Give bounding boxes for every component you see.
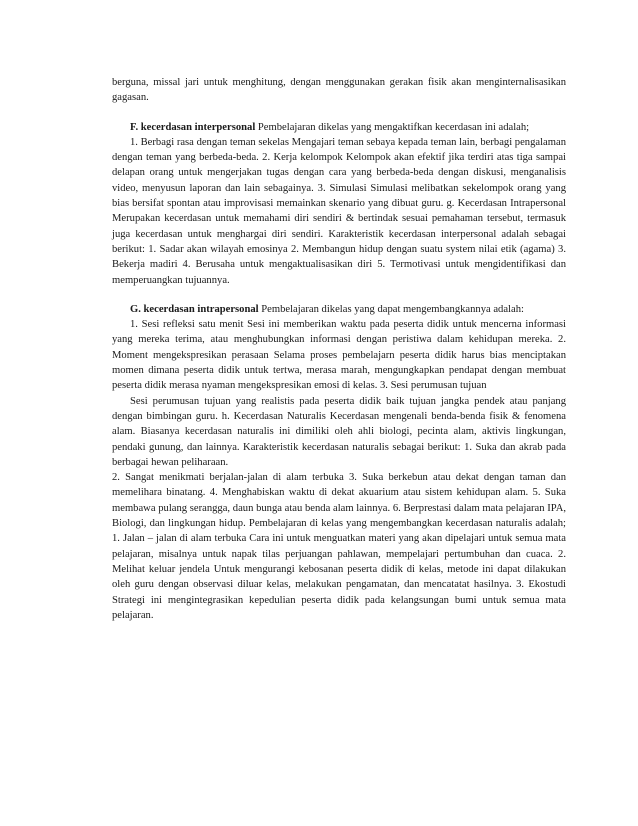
- section-f-intro: Pembelajaran dikelas yang mengaktifkan kecerdasan ini adalah;: [255, 121, 530, 133]
- section-g-body-2: Sesi perumusan tujuan yang realistis pada peserta didik baik tujuan jangka pendek atau panjang dengan bimbingan guru. h. Kecerdasan Naturalis Kecerdasan mengenali benda-benda fisik & fenomena alam. Biasanya kecerdasan naturalis ini dimiliki oleh ahli biologi, pecinta alam, aktivis lingkungan, pendaki gunung, dan lainnya. Karakteristik kecerdasan naturalis sebagai berikut: 1. Suka dan akrab pada berbagai hewan peliharaan.: [112, 395, 566, 468]
- section-g-body: 1. Sesi refleksi satu menit Sesi ini memberikan waktu pada peserta didik untuk mencerna informasi yang mereka terima, atau menghubungkan informasi dengan peristiwa dalam kehidupan mereka. 2. Moment mengekspresikan perasaan Selama proses pembelajarn peserta didik harus bias menciptakan momen dimana peserta didik untuk tertwa, merasa marah, mengungkapkan pendapat dengan membuat peserta didik merasa nyaman mengekspresikan emosi di kelas. 3. Sesi perumusan tujuan: [112, 319, 566, 392]
- section-g-heading: G. kecerdasan intrapersonal: [130, 303, 259, 315]
- paragraph-gap: [112, 288, 566, 302]
- section-f-heading: F. kecerdasan interpersonal: [130, 121, 256, 133]
- section-g-intro: Pembelajaran dikelas yang dapat mengembangkannya adalah:: [258, 303, 524, 315]
- paragraph-gap: [112, 106, 566, 120]
- section-f-heading-paragraph: [112, 120, 566, 135]
- continuation-paragraph: berguna, missal jari untuk menghitung, dengan menggunakan gerakan fisik akan menginternalisasikan gagasan.: [112, 77, 566, 104]
- document-page: [112, 75, 566, 623]
- section-g-body-3: 2. Sangat menikmati berjalan-jalan di alam terbuka 3. Suka berkebun atau dekat dengan taman dan memelihara binatang. 4. Menghabiskan waktu di dekat akuarium atau sistem kehidupan alam. 5. Suka membawa pulang serangga, daun bunga atau benda alam lainnya. 6. Berprestasi dalam mata pelajaran IPA, Biologi, dan lingkungan hidup. Pembelajaran di kelas yang mengembangkan kecerdasan naturalis adalah; 1. Jalan – jalan di alam terbuka Cara ini untuk menguatkan materi yang akan dipelajari untuk semua mata pelajaran, misalnya untuk napak tilas perjuangan pahlawan, mempelajari pertumbuhan dan cuaca. 2. Melihat keluar jendela Untuk mengurangi kebosanan peserta didik di kelas, metode ini dapat dilakukan oleh guru dengan observasi diluar kelas, melakukan pengamatan, dan mencatatat hasilnya. 3. Ekostudi Strategi ini mengintegrasikan kepedulian peserta didik pada kelangsungan bumi untuk semua mata pelajaran.: [112, 472, 566, 621]
- section-f-body: 1. Berbagi rasa dengan teman sekelas Mengajari teman sebaya kepada teman lain, berbagi pengalaman dengan teman yang berbeda-beda. 2. Kerja kelompok Kelompok akan efektif jika terdiri atas tiga sampai delapan orang untuk mengerjakan tugas dengan cara yang berbeda-beda dengan diskusi, menganalisis video, menyusun laporan dan lain sebagainya. 3. Simulasi Simulasi melibatkan sekelompok orang yang bias bersifat spontan atau improvisasi memainkan skenario yang dibuat guru. g. Kecerdasan Intrapersonal Merupakan kecerdasan untuk memahami diri sendiri & bertindak sesuai pemahaman tersebut, termasuk juga kecerdasan untuk menghargai diri sendiri. Karakteristik kecerdasan interpersonal adalah sebagai berikut: 1. Sadar akan wilayah emosinya 2. Membangun hidup dengan suatu system nilai etik (agama) 3. Bekerja madiri 4. Berusaha untuk mengaktualisasikan diri 5. Termotivasi untuk mengidentifikasi dan memperuangkan tujuannya.: [112, 136, 566, 286]
- section-g-heading-paragraph: [112, 302, 566, 317]
